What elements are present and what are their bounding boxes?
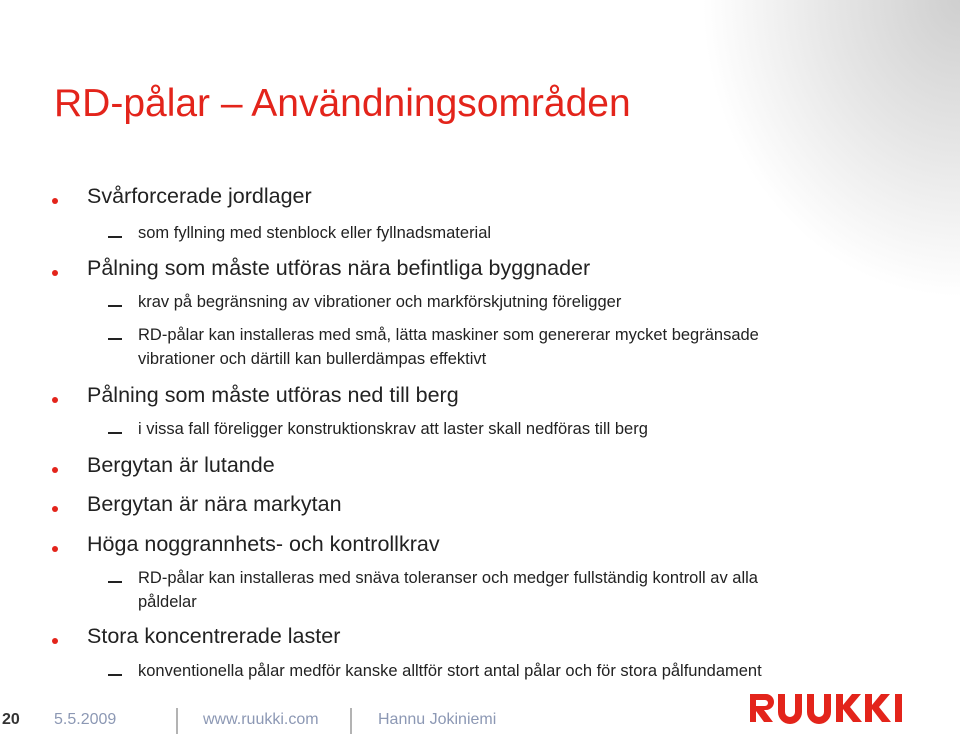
bullet-marker <box>52 638 58 644</box>
footer-date: 5.5.2009 <box>54 711 117 728</box>
bullet-marker <box>52 506 58 512</box>
bullet-item: Pålning som måste utföras ned till berg <box>87 383 459 407</box>
sub-bullet-item: konventionella pålar medför kanske alltför stort antal pålar och för stora pålfundament <box>138 662 762 680</box>
sub-bullet-continuation: vibrationer och därtill kan bullerdämpas effektivt <box>138 350 487 368</box>
bullet-item: Bergytan är lutande <box>87 453 275 477</box>
bullet-item: Höga noggrannhets- och kontrollkrav <box>87 532 440 556</box>
bullet-marker <box>52 467 58 473</box>
footer-separator <box>350 708 352 734</box>
bullet-marker <box>52 546 58 552</box>
dash-marker <box>108 432 122 434</box>
footer-separator <box>176 708 178 734</box>
bullet-item: Svårforcerade jordlager <box>87 184 312 208</box>
bullet-marker <box>52 198 58 204</box>
sub-bullet-item: RD-pålar kan installeras med snäva toleranser och medger fullständig kontroll av alla <box>138 569 758 587</box>
ruukki-logo <box>748 688 916 726</box>
bullet-item: Stora koncentrerade laster <box>87 624 341 648</box>
sub-bullet-item: RD-pålar kan installeras med små, lätta maskiner som genererar mycket begränsade <box>138 326 759 344</box>
page-number: 20 <box>2 711 20 728</box>
sub-bullet-item: som fyllning med stenblock eller fyllnadsmaterial <box>138 224 492 242</box>
bullet-marker <box>52 397 58 403</box>
sub-bullet-item: i vissa fall föreligger konstruktionskrav att laster skall nedföras till berg <box>138 420 648 438</box>
dash-marker <box>108 581 122 583</box>
sub-bullet-continuation: påldelar <box>138 593 197 611</box>
footer-url[interactable]: www.ruukki.com <box>203 711 319 728</box>
dash-marker <box>108 338 122 340</box>
bullet-item: Bergytan är nära markytan <box>87 492 342 516</box>
sub-bullet-item: krav på begränsning av vibrationer och markförskjutning föreligger <box>138 293 622 311</box>
dash-marker <box>108 305 122 307</box>
slide-title: RD-pålar – Användningsområden <box>54 82 631 125</box>
bullet-marker <box>52 270 58 276</box>
bullet-item: Pålning som måste utföras nära befintliga byggnader <box>87 256 591 280</box>
dash-marker <box>108 674 122 676</box>
dash-marker <box>108 236 122 238</box>
footer-author: Hannu Jokiniemi <box>378 711 497 728</box>
corner-shade <box>700 0 960 300</box>
